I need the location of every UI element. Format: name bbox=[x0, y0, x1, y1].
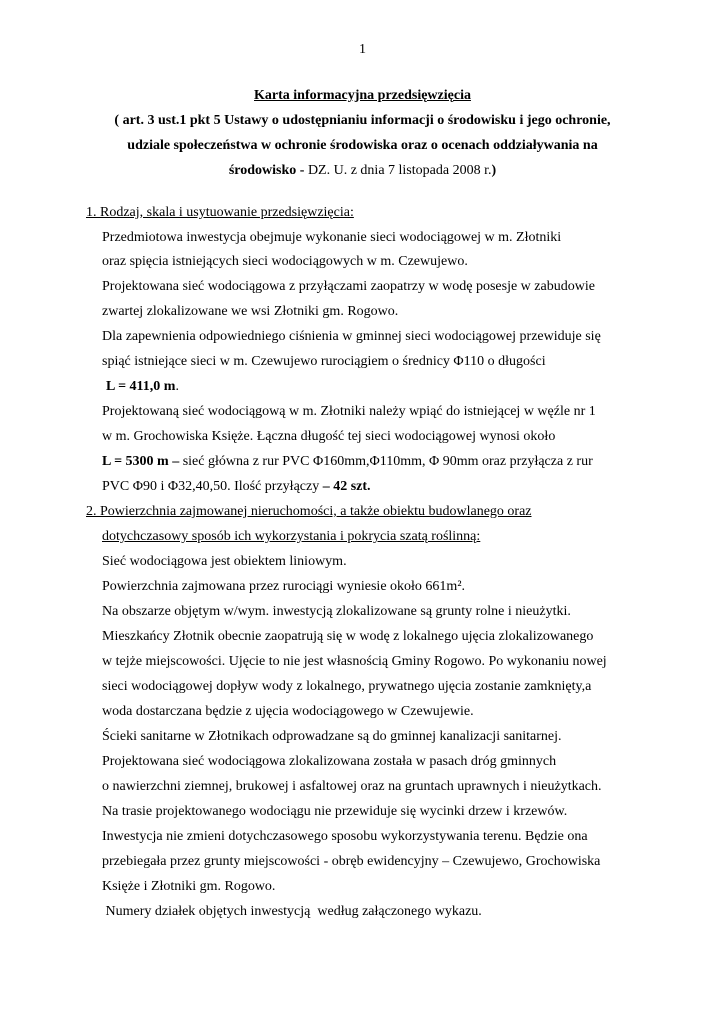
section-2-line-14: Księże i Złotniki gm. Rogowo. bbox=[102, 879, 276, 894]
page-number: 1 bbox=[359, 42, 366, 57]
section-2-line-3: Na obszarze objętym w/wym. inwestycją zlokalizowane są grunty rolne i nieużytki. bbox=[102, 604, 571, 619]
section-1-line-7: L = 411,0 m. bbox=[106, 379, 179, 394]
section-2-line-7: woda dostarczana będzie z ujęcia wodociągowego w Czewujewie. bbox=[102, 704, 474, 719]
section-1-line-2: oraz spięcia istniejących sieci wodociągowych w m. Czewujewo. bbox=[102, 254, 468, 269]
subtitle-line-1: ( art. 3 ust.1 pkt 5 Ustawy o udostępnianiu informacji o środowisku i jego ochronie, bbox=[114, 113, 611, 128]
subtitle-line-3 bbox=[0, 159, 725, 183]
section-1-line-8: Projektowaną sieć wodociągową w m. Złotniki należy wpiąć do istniejącej w węźle nr 1 bbox=[102, 404, 596, 419]
section-2-line-15: Numery działek objętych inwestycją według załączonego wykazu. bbox=[102, 904, 482, 919]
section-1-line-10: L = 5300 m – sieć główna z rur PVC Φ160mm,Φ110mm, Φ 90mm oraz przyłącza z rur bbox=[102, 454, 593, 469]
section-2-line-1: Sieć wodociągowa jest obiektem liniowym. bbox=[102, 554, 347, 569]
subtitle-end: ) bbox=[491, 163, 497, 178]
subtitle-bold: środowisko - bbox=[228, 163, 305, 178]
section-2-heading-1: 2. Powierzchnia zajmowanej nieruchomości, a także obiektu budowlanego oraz bbox=[86, 504, 532, 519]
section-2-line-10: o nawierzchni ziemnej, brukowej i asfaltowej oraz na gruntach uprawnych i nieużytkach. bbox=[102, 779, 602, 794]
section-2-line-8: Ścieki sanitarne w Złotnikach odprowadzane są do gminnej kanalizacji sanitarnej. bbox=[102, 729, 562, 744]
section-1-heading: 1. Rodzaj, skala i usytuowanie przedsięwzięcia: bbox=[86, 205, 354, 220]
section-2-line-5: w tejże miejscowości. Ujęcie to nie jest własnością Gminy Rogowo. Po wykonaniu nowej bbox=[102, 654, 607, 669]
subtitle-citation: DZ. U. z dnia 7 listopada 2008 r. bbox=[304, 163, 492, 178]
section-2-line-12: Inwestycja nie zmieni dotychczasowego sposobu wykorzystywania terenu. Będzie ona bbox=[102, 829, 588, 844]
section-2-line-6: sieci wodociągowej dopływ wody z lokalnego, prywatnego ujęcia zostanie zamknięty,a bbox=[102, 679, 592, 694]
section-2-heading-2: dotychczasowy sposób ich wykorzystania i pokrycia szatą roślinną: bbox=[102, 529, 481, 544]
section-2-line-4: Mieszkańcy Złotnik obecnie zaopatrują się w wodę z lokalnego ujęcia zlokalizowanego bbox=[102, 629, 594, 644]
document-title: Karta informacyjna przedsięwzięcia bbox=[254, 88, 471, 103]
section-1-line-9: w m. Grochowiska Księże. Łączna długość tej sieci wodociągowej wynosi około bbox=[102, 429, 556, 444]
section-1-line-4: zwartej zlokalizowane we wsi Złotniki gm. Rogowo. bbox=[102, 304, 399, 319]
section-1-line-6: spiąć istniejące sieci w m. Czewujewo rurociągiem o średnicy Φ110 o długości bbox=[102, 354, 546, 369]
section-2-line-11: Na trasie projektowanego wodociągu nie przewiduje się wycinki drzew i krzewów. bbox=[102, 804, 568, 819]
section-2-line-13: przebiegała przez grunty miejscowości - obręb ewidencyjny – Czewujewo, Grochowiska bbox=[102, 854, 601, 869]
section-1-line-5: Dla zapewnienia odpowiedniego ciśnienia w gminnej sieci wodociągowej przewiduje się bbox=[102, 329, 601, 344]
connections-count: – 42 szt. bbox=[319, 479, 371, 494]
total-length-value: L = 5300 m – bbox=[102, 454, 180, 469]
section-1-line-1: Przedmiotowa inwestycja obejmuje wykonanie sieci wodociągowej w m. Złotniki bbox=[102, 230, 562, 245]
subtitle-line-2: udziale społeczeństwa w ochronie środowiska oraz o ocenach oddziaływania na bbox=[127, 138, 598, 153]
section-2-line-9: Projektowana sieć wodociągowa zlokalizowana została w pasach dróg gminnych bbox=[102, 754, 557, 769]
section-1-line-3: Projektowana sieć wodociągowa z przyłączami zaopatrzy w wodę posesje w zabudowie bbox=[102, 279, 595, 294]
section-2-line-2: Powierzchnia zajmowana przez rurociągi wyniesie około 661m². bbox=[102, 579, 466, 594]
pipe-length-value: L = 411,0 m bbox=[106, 379, 176, 394]
section-1-line-11: PVC Φ90 i Φ32,40,50. Ilość przyłączy – 42 szt. bbox=[102, 479, 371, 494]
